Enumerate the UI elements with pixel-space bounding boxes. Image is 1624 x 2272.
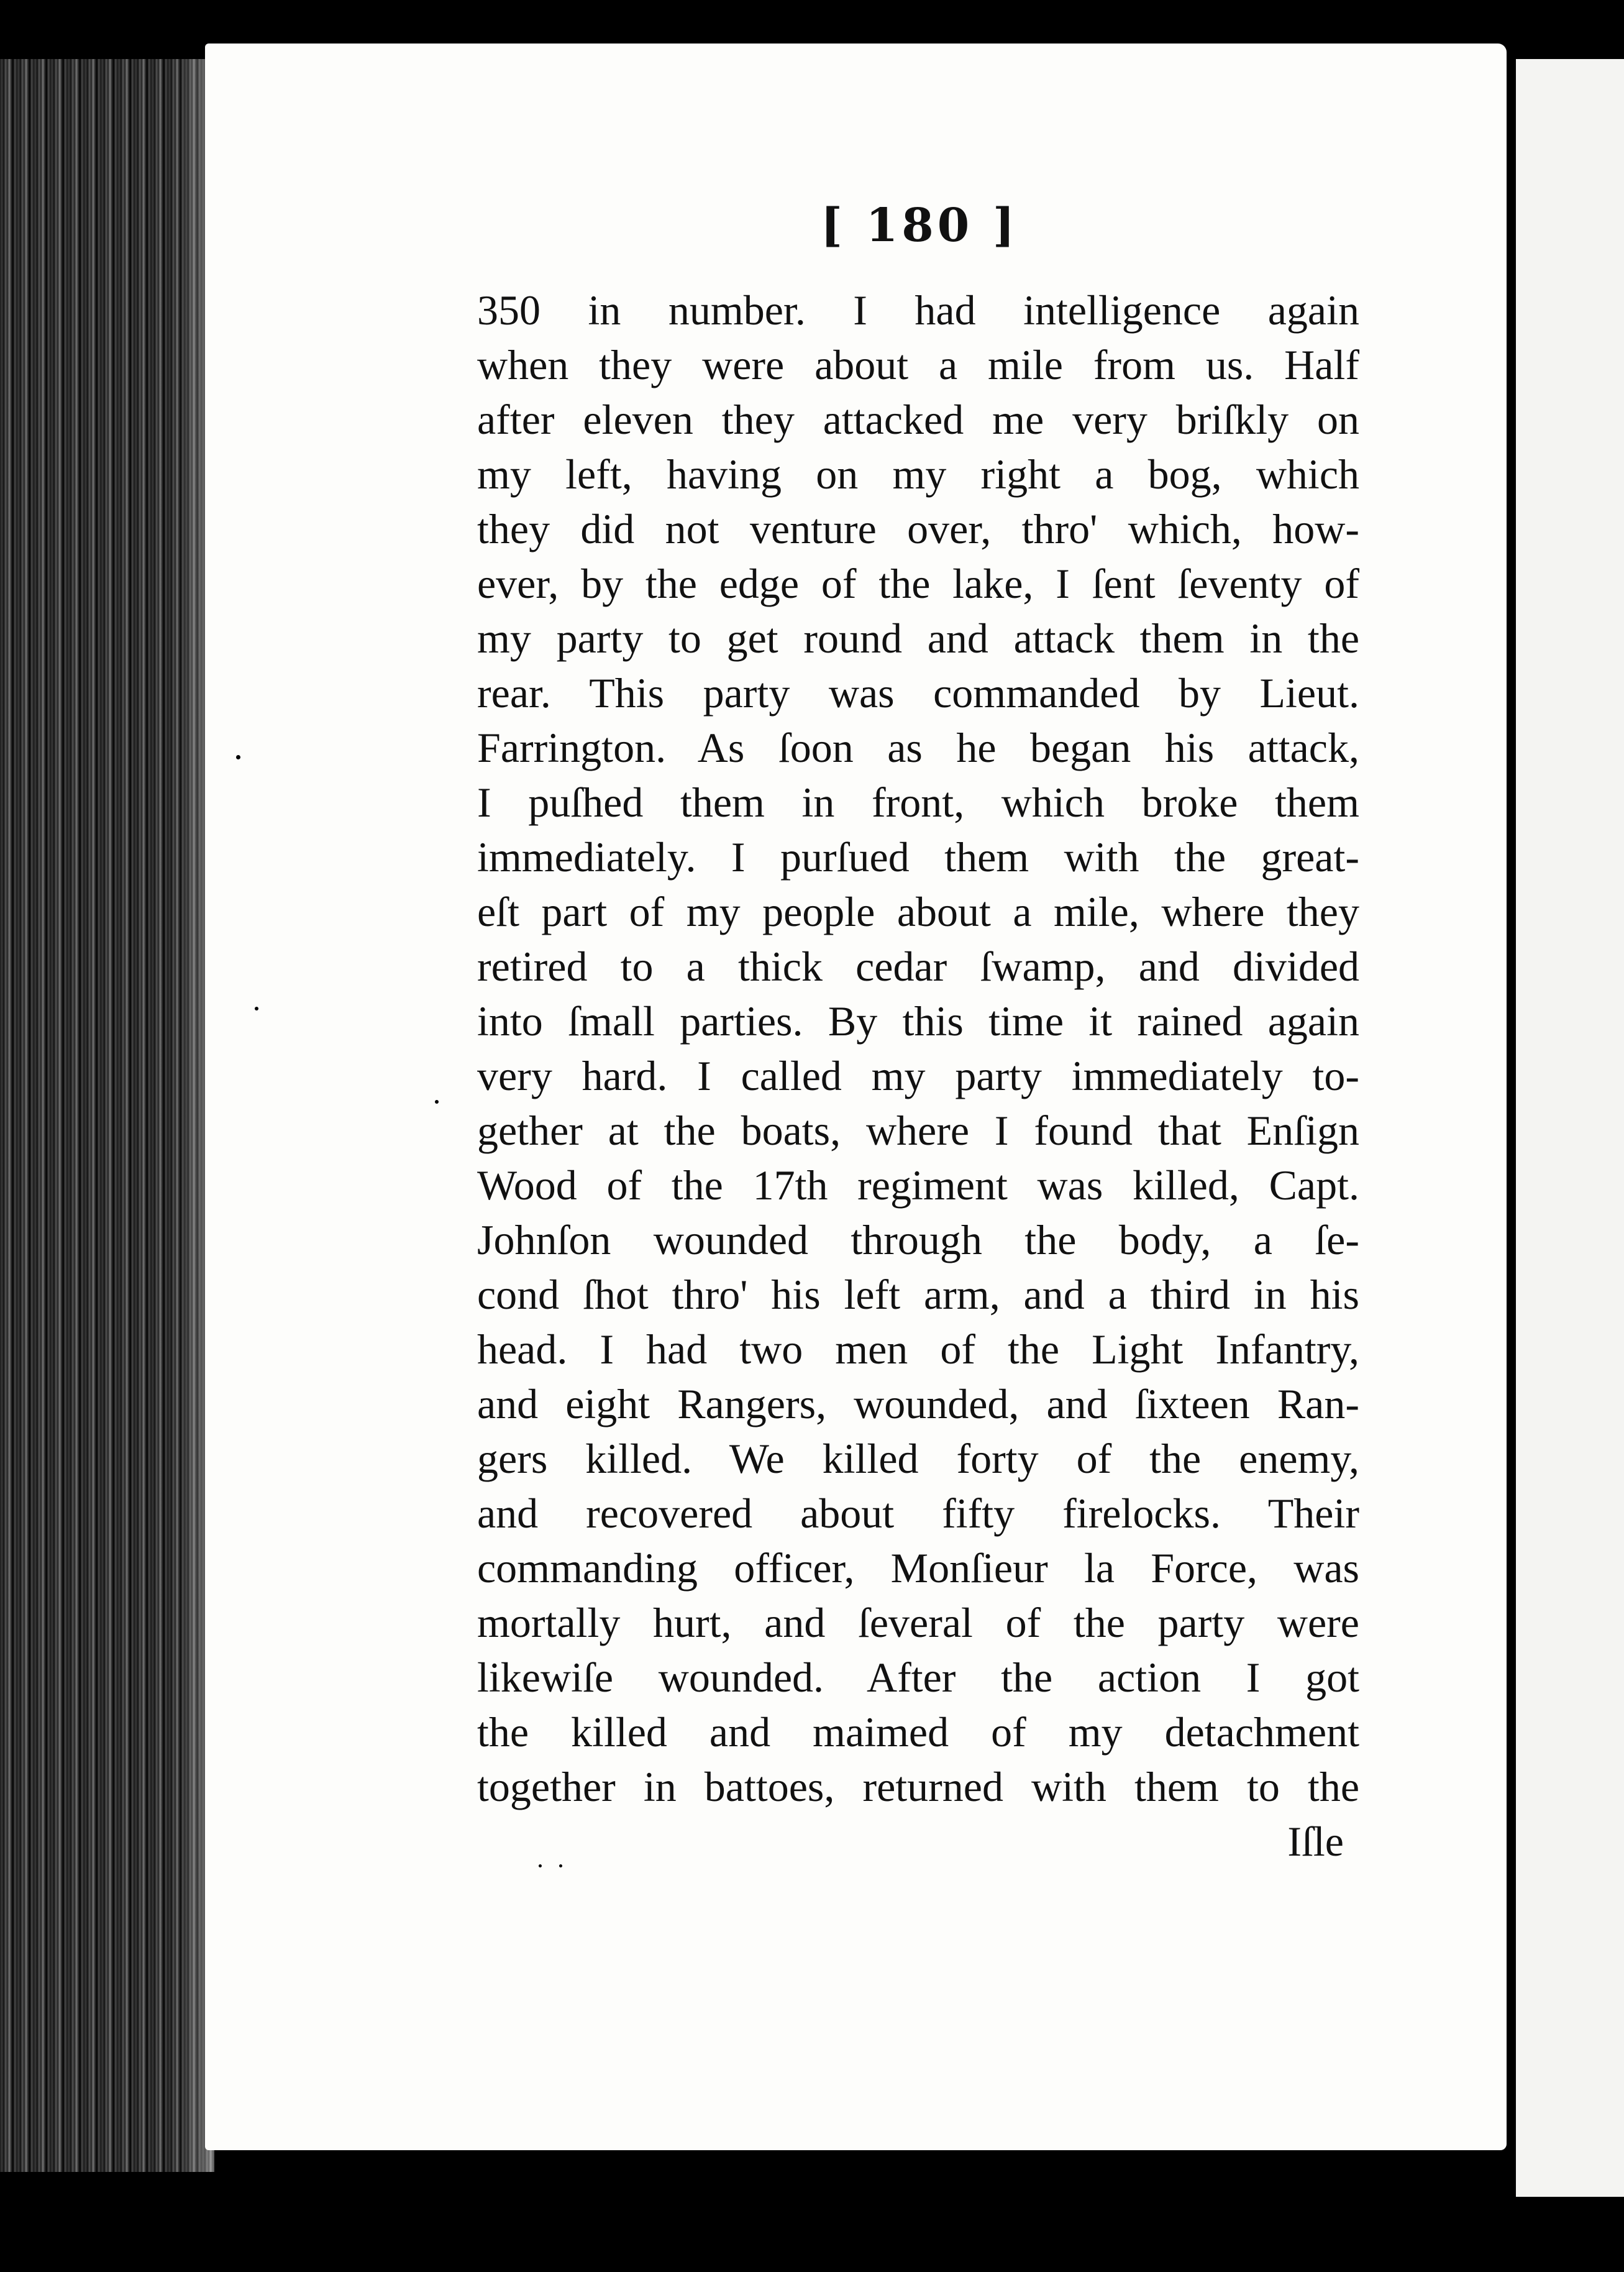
text-line: Farrington. As ſoon as he began his attack, <box>477 724 1359 771</box>
text-line: together in battoes, returned with them to the <box>477 1763 1359 1810</box>
text-line: retired to a thick cedar ſwamp, and divided <box>477 943 1359 990</box>
text-line: mortally hurt, and ſeveral of the party were <box>477 1599 1359 1646</box>
text-line: my left, having on my right a bog, which <box>477 451 1359 498</box>
text-line: eſt part of my people about a mile, where they <box>477 888 1359 935</box>
text-line: immediately. I purſued them with the great- <box>477 833 1359 881</box>
text-line: cond ſhot thro' his left arm, and a third in his <box>477 1271 1359 1318</box>
text-line: I puſhed them in front, which broke them <box>477 779 1359 826</box>
catchword: Iſle <box>1287 1818 1344 1865</box>
text-line: Wood of the 17th regiment was killed, Capt. <box>477 1161 1359 1209</box>
text-line: 350 in number. I had intelligence again <box>477 286 1359 334</box>
text-line: Johnſon wounded through the body, a ſe- <box>477 1216 1359 1263</box>
ink-speck <box>236 755 240 759</box>
text-line: likewiſe wounded. After the action I got <box>477 1654 1359 1701</box>
text-line: they did not venture over, thro' which, how- <box>477 505 1359 552</box>
text-line: and recovered about fifty firelocks. Their <box>477 1490 1359 1537</box>
ink-speck <box>673 2150 682 2159</box>
body-text <box>477 283 1359 1869</box>
text-line: very hard. I called my party immediately to- <box>477 1052 1359 1099</box>
ink-speck <box>255 1007 258 1010</box>
text-line: the killed and maimed of my detachment <box>477 1708 1359 1756</box>
facing-page <box>1516 59 1624 2197</box>
ink-speck <box>979 17 993 29</box>
text-line: into ſmall parties. By this time it rained again <box>477 997 1359 1045</box>
text-line: after eleven they attacked me very briſkly on <box>477 396 1359 443</box>
text-line: ever, by the edge of the lake, I ſent ſeventy of <box>477 560 1359 607</box>
ink-speck <box>435 1100 439 1104</box>
text-line: head. I had two men of the Light Infantry, <box>477 1326 1359 1373</box>
page-number: [ 180 ] <box>820 199 1019 252</box>
book-page-edge <box>0 59 214 2172</box>
text-line: commanding officer, Monſieur la Force, was <box>477 1544 1359 1592</box>
text-line: gether at the boats, where I found that Enſign <box>477 1107 1359 1154</box>
text-line: gers killed. We killed forty of the enemy, <box>477 1435 1359 1482</box>
text-line: my party to get round and attack them in the <box>477 615 1359 662</box>
text-line: when they were about a mile from us. Half <box>477 341 1359 388</box>
text-line: and eight Rangers, wounded, and ſixteen Ran- <box>477 1380 1359 1427</box>
text-line: rear. This party was commanded by Lieut. <box>477 669 1359 717</box>
